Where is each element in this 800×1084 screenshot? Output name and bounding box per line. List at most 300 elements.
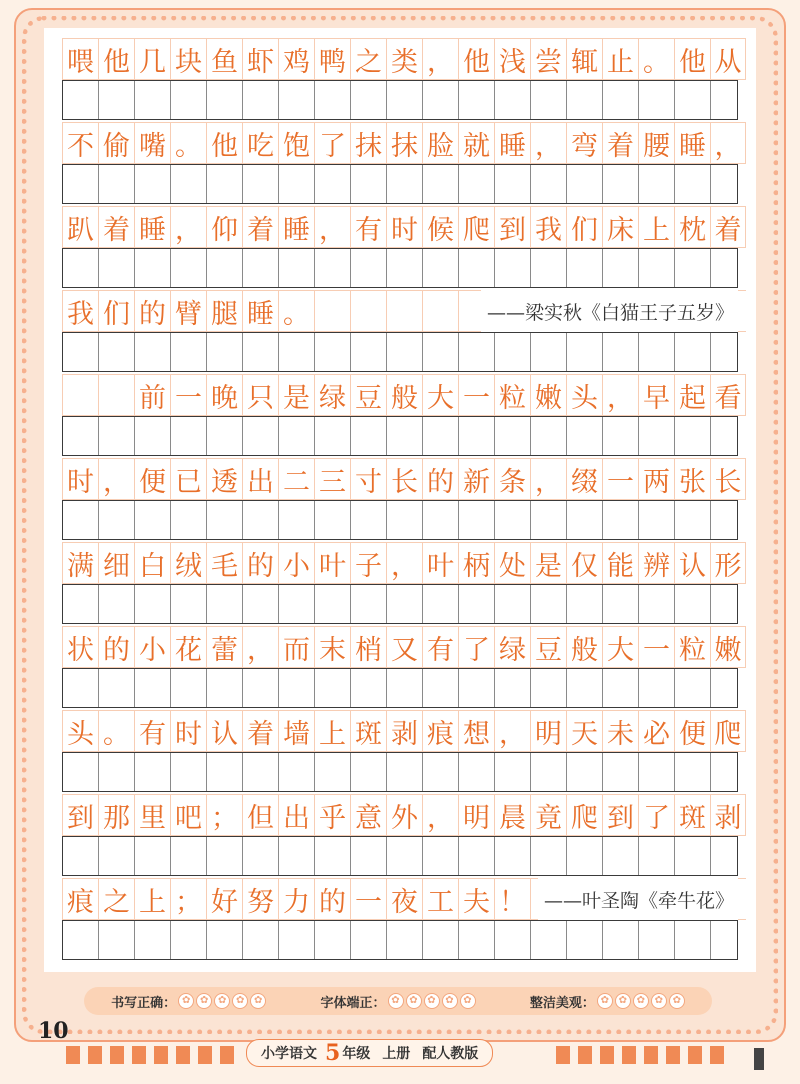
blank-cell[interactable] bbox=[495, 585, 531, 623]
blank-cell[interactable] bbox=[711, 501, 747, 539]
blank-cell[interactable] bbox=[243, 249, 279, 287]
blank-cell[interactable] bbox=[675, 333, 711, 371]
grid-cell: 不 bbox=[62, 122, 98, 164]
blank-cell[interactable] bbox=[603, 417, 639, 455]
blank-writing-row[interactable] bbox=[62, 80, 738, 120]
blank-cell[interactable] bbox=[351, 165, 387, 203]
blank-cell[interactable] bbox=[423, 753, 459, 791]
blank-cell[interactable] bbox=[531, 753, 567, 791]
text-row bbox=[62, 458, 742, 500]
blank-cell[interactable] bbox=[279, 249, 315, 287]
blank-cell[interactable] bbox=[387, 501, 423, 539]
blank-cell[interactable] bbox=[459, 585, 495, 623]
book-grade-suffix: 年级 bbox=[342, 1046, 371, 1062]
blank-cell[interactable] bbox=[567, 417, 603, 455]
blank-cell[interactable] bbox=[135, 417, 171, 455]
blank-cell[interactable] bbox=[243, 837, 279, 875]
blank-cell[interactable] bbox=[243, 753, 279, 791]
blank-cell[interactable] bbox=[387, 669, 423, 707]
blank-cell[interactable] bbox=[459, 417, 495, 455]
blank-cell[interactable] bbox=[387, 585, 423, 623]
grid-cell: 出 bbox=[278, 794, 314, 836]
grid-cell: 了 bbox=[314, 122, 350, 164]
blank-cell[interactable] bbox=[603, 837, 639, 875]
blank-cell[interactable] bbox=[279, 921, 315, 959]
flower-rating-icon[interactable]: ✿ bbox=[214, 993, 230, 1009]
grid-cell: 小 bbox=[134, 626, 170, 668]
blank-cell[interactable] bbox=[279, 333, 315, 371]
flower-rating-icon[interactable]: ✿ bbox=[669, 993, 685, 1009]
blank-cell[interactable] bbox=[63, 501, 99, 539]
blank-cell[interactable] bbox=[459, 837, 495, 875]
blank-cell[interactable] bbox=[279, 753, 315, 791]
blank-cell[interactable] bbox=[531, 585, 567, 623]
flower-rating-icon[interactable]: ✿ bbox=[424, 993, 440, 1009]
blank-cell[interactable] bbox=[567, 585, 603, 623]
text-row bbox=[62, 626, 742, 668]
blank-cell[interactable] bbox=[639, 837, 675, 875]
blank-writing-row[interactable] bbox=[62, 164, 738, 204]
evaluation-label: 书写正确： bbox=[111, 995, 177, 1011]
blank-cell[interactable] bbox=[675, 417, 711, 455]
blank-cell[interactable] bbox=[279, 669, 315, 707]
blank-cell[interactable] bbox=[99, 837, 135, 875]
blank-cell[interactable] bbox=[387, 333, 423, 371]
grid-cell: 能 bbox=[602, 542, 638, 584]
blank-cell[interactable] bbox=[351, 837, 387, 875]
grid-cell: 满 bbox=[62, 542, 98, 584]
blank-cell[interactable] bbox=[387, 81, 423, 119]
blank-cell[interactable] bbox=[135, 921, 171, 959]
flower-rating-icon[interactable]: ✿ bbox=[651, 993, 667, 1009]
blank-cell[interactable] bbox=[63, 921, 99, 959]
blank-cell[interactable] bbox=[315, 837, 351, 875]
grid-cell: 睡 bbox=[278, 206, 314, 248]
grid-cell: 了 bbox=[638, 794, 674, 836]
flower-rating-icon[interactable]: ✿ bbox=[232, 993, 248, 1009]
grid-cell: 尝 bbox=[530, 38, 566, 80]
blank-cell[interactable] bbox=[711, 753, 747, 791]
blank-cell[interactable] bbox=[423, 585, 459, 623]
blank-cell[interactable] bbox=[279, 165, 315, 203]
grid-cell: 粒 bbox=[494, 374, 530, 416]
blank-cell[interactable] bbox=[387, 753, 423, 791]
writing-sheet bbox=[44, 28, 756, 972]
blank-cell[interactable] bbox=[315, 501, 351, 539]
blank-cell[interactable] bbox=[531, 81, 567, 119]
blank-cell[interactable] bbox=[351, 333, 387, 371]
grid-cell: 之 bbox=[98, 878, 134, 920]
blank-cell[interactable] bbox=[243, 417, 279, 455]
blank-cell[interactable] bbox=[315, 669, 351, 707]
blank-cell[interactable] bbox=[171, 165, 207, 203]
blank-cell[interactable] bbox=[207, 669, 243, 707]
blank-cell[interactable] bbox=[279, 81, 315, 119]
blank-cell[interactable] bbox=[135, 585, 171, 623]
blank-cell[interactable] bbox=[495, 333, 531, 371]
flower-rating-icon[interactable]: ✿ bbox=[196, 993, 212, 1009]
blank-cell[interactable] bbox=[315, 333, 351, 371]
grid-cell: 们 bbox=[98, 290, 134, 332]
blank-cell[interactable] bbox=[603, 921, 639, 959]
blank-cell[interactable] bbox=[423, 249, 459, 287]
blank-cell[interactable] bbox=[135, 837, 171, 875]
blank-cell[interactable] bbox=[675, 585, 711, 623]
grid-cell: 爬 bbox=[566, 794, 602, 836]
blank-cell[interactable] bbox=[495, 501, 531, 539]
blank-cell[interactable] bbox=[639, 333, 675, 371]
blank-cell[interactable] bbox=[639, 585, 675, 623]
blank-writing-row[interactable] bbox=[62, 584, 738, 624]
blank-cell[interactable] bbox=[99, 585, 135, 623]
blank-cell[interactable] bbox=[351, 669, 387, 707]
blank-cell[interactable] bbox=[459, 165, 495, 203]
grid-cell: 的 bbox=[134, 290, 170, 332]
blank-cell[interactable] bbox=[99, 333, 135, 371]
blank-cell[interactable] bbox=[603, 81, 639, 119]
blank-cell[interactable] bbox=[567, 249, 603, 287]
grid-cell: 努 bbox=[242, 878, 278, 920]
blank-cell[interactable] bbox=[495, 249, 531, 287]
grid-cell bbox=[98, 374, 134, 416]
grid-cell: 张 bbox=[674, 458, 710, 500]
flower-rating-icon[interactable]: ✿ bbox=[442, 993, 458, 1009]
blank-cell[interactable] bbox=[135, 753, 171, 791]
blank-cell[interactable] bbox=[63, 837, 99, 875]
blank-cell[interactable] bbox=[423, 417, 459, 455]
blank-writing-row[interactable] bbox=[62, 668, 738, 708]
grid-cell: 嘴 bbox=[134, 122, 170, 164]
grid-cell: 那 bbox=[98, 794, 134, 836]
blank-cell[interactable] bbox=[639, 417, 675, 455]
blank-writing-row[interactable] bbox=[62, 500, 738, 540]
grid-cell: 着 bbox=[242, 710, 278, 752]
blank-writing-row[interactable] bbox=[62, 836, 738, 876]
blank-cell[interactable] bbox=[135, 249, 171, 287]
blank-cell[interactable] bbox=[351, 585, 387, 623]
blank-cell[interactable] bbox=[99, 753, 135, 791]
blank-cell[interactable] bbox=[531, 249, 567, 287]
blank-writing-row[interactable] bbox=[62, 920, 738, 960]
blank-cell[interactable] bbox=[459, 669, 495, 707]
grid-cell: 嫩 bbox=[710, 626, 746, 668]
blank-cell[interactable] bbox=[639, 501, 675, 539]
blank-cell[interactable] bbox=[351, 921, 387, 959]
blank-cell[interactable] bbox=[351, 753, 387, 791]
blank-cell[interactable] bbox=[351, 417, 387, 455]
blank-cell[interactable] bbox=[207, 81, 243, 119]
blank-cell[interactable] bbox=[675, 165, 711, 203]
grid-cell: ， bbox=[314, 206, 350, 248]
grid-cell: 时 bbox=[170, 710, 206, 752]
blank-cell[interactable] bbox=[171, 753, 207, 791]
flower-rating-icon[interactable]: ✿ bbox=[388, 993, 404, 1009]
grid-cell: 寸 bbox=[350, 458, 386, 500]
blank-cell[interactable] bbox=[243, 669, 279, 707]
blank-cell[interactable] bbox=[135, 81, 171, 119]
blank-cell[interactable] bbox=[459, 333, 495, 371]
blank-cell[interactable] bbox=[387, 165, 423, 203]
blank-cell[interactable] bbox=[459, 501, 495, 539]
blank-cell[interactable] bbox=[711, 417, 747, 455]
grid-cell: 豆 bbox=[530, 626, 566, 668]
blank-cell[interactable] bbox=[135, 669, 171, 707]
blank-cell[interactable] bbox=[423, 837, 459, 875]
blank-cell[interactable] bbox=[63, 249, 99, 287]
blank-cell[interactable] bbox=[639, 249, 675, 287]
blank-cell[interactable] bbox=[63, 81, 99, 119]
blank-cell[interactable] bbox=[243, 165, 279, 203]
blank-cell[interactable] bbox=[567, 837, 603, 875]
blank-cell[interactable] bbox=[387, 249, 423, 287]
blank-cell[interactable] bbox=[711, 333, 747, 371]
blank-cell[interactable] bbox=[99, 249, 135, 287]
blank-cell[interactable] bbox=[531, 669, 567, 707]
blank-cell[interactable] bbox=[171, 501, 207, 539]
blank-cell[interactable] bbox=[279, 417, 315, 455]
grid-cell: 斑 bbox=[674, 794, 710, 836]
blank-cell[interactable] bbox=[711, 585, 747, 623]
blank-cell[interactable] bbox=[315, 585, 351, 623]
blank-cell[interactable] bbox=[99, 921, 135, 959]
grid-cell: 又 bbox=[386, 626, 422, 668]
blank-cell[interactable] bbox=[639, 753, 675, 791]
blank-cell[interactable] bbox=[171, 669, 207, 707]
blank-cell[interactable] bbox=[711, 165, 747, 203]
blank-cell[interactable] bbox=[63, 753, 99, 791]
grid-cell bbox=[62, 374, 98, 416]
blank-cell[interactable] bbox=[315, 753, 351, 791]
blank-cell[interactable] bbox=[639, 669, 675, 707]
blank-cell[interactable] bbox=[639, 165, 675, 203]
blank-cell[interactable] bbox=[207, 753, 243, 791]
blank-cell[interactable] bbox=[423, 165, 459, 203]
grid-cell bbox=[386, 290, 422, 332]
blank-cell[interactable] bbox=[567, 333, 603, 371]
blank-cell[interactable] bbox=[459, 81, 495, 119]
blank-cell[interactable] bbox=[207, 333, 243, 371]
blank-cell[interactable] bbox=[207, 417, 243, 455]
blank-cell[interactable] bbox=[603, 249, 639, 287]
blank-cell[interactable] bbox=[423, 501, 459, 539]
blank-cell[interactable] bbox=[63, 333, 99, 371]
blank-cell[interactable] bbox=[99, 669, 135, 707]
blank-cell[interactable] bbox=[423, 81, 459, 119]
flower-rating-icon[interactable]: ✿ bbox=[406, 993, 422, 1009]
blank-cell[interactable] bbox=[351, 249, 387, 287]
book-label bbox=[246, 1039, 493, 1067]
blank-cell[interactable] bbox=[279, 585, 315, 623]
grid-cell: 是 bbox=[278, 374, 314, 416]
blank-cell[interactable] bbox=[459, 249, 495, 287]
blank-cell[interactable] bbox=[315, 249, 351, 287]
flower-rating-icon[interactable]: ✿ bbox=[597, 993, 613, 1009]
grid-cell: 脸 bbox=[422, 122, 458, 164]
blank-cell[interactable] bbox=[675, 837, 711, 875]
blank-cell[interactable] bbox=[495, 165, 531, 203]
grid-cell: 工 bbox=[422, 878, 458, 920]
grid-cell: 类 bbox=[386, 38, 422, 80]
blank-writing-row[interactable] bbox=[62, 248, 738, 288]
blank-cell[interactable] bbox=[243, 585, 279, 623]
blank-cell[interactable] bbox=[99, 81, 135, 119]
grid-cell: 虾 bbox=[242, 38, 278, 80]
grid-cell: 新 bbox=[458, 458, 494, 500]
blank-cell[interactable] bbox=[207, 249, 243, 287]
blank-cell[interactable] bbox=[675, 753, 711, 791]
blank-cell[interactable] bbox=[603, 669, 639, 707]
blank-cell[interactable] bbox=[711, 921, 747, 959]
blank-cell[interactable] bbox=[495, 837, 531, 875]
blank-cell[interactable] bbox=[279, 501, 315, 539]
blank-cell[interactable] bbox=[423, 921, 459, 959]
blank-cell[interactable] bbox=[423, 669, 459, 707]
blank-cell[interactable] bbox=[171, 81, 207, 119]
blank-cell[interactable] bbox=[603, 501, 639, 539]
blank-cell[interactable] bbox=[63, 585, 99, 623]
blank-cell[interactable] bbox=[675, 669, 711, 707]
grid-cell: 子 bbox=[350, 542, 386, 584]
blank-writing-row[interactable] bbox=[62, 752, 738, 792]
blank-cell[interactable] bbox=[387, 921, 423, 959]
blank-cell[interactable] bbox=[711, 249, 747, 287]
blank-cell[interactable] bbox=[495, 669, 531, 707]
blank-cell[interactable] bbox=[243, 333, 279, 371]
blank-cell[interactable] bbox=[171, 837, 207, 875]
blank-cell[interactable] bbox=[711, 81, 747, 119]
blank-cell[interactable] bbox=[351, 81, 387, 119]
blank-cell[interactable] bbox=[603, 165, 639, 203]
blank-cell[interactable] bbox=[171, 585, 207, 623]
blank-cell[interactable] bbox=[495, 753, 531, 791]
blank-cell[interactable] bbox=[315, 165, 351, 203]
grid-cell bbox=[314, 290, 350, 332]
blank-cell[interactable] bbox=[243, 921, 279, 959]
grid-cell: 痕 bbox=[62, 878, 98, 920]
blank-cell[interactable] bbox=[495, 81, 531, 119]
text-row bbox=[62, 122, 742, 164]
blank-cell[interactable] bbox=[531, 501, 567, 539]
blank-cell[interactable] bbox=[171, 921, 207, 959]
grid-cell: 叶 bbox=[422, 542, 458, 584]
blank-cell[interactable] bbox=[495, 921, 531, 959]
blank-cell[interactable] bbox=[387, 417, 423, 455]
blank-cell[interactable] bbox=[171, 333, 207, 371]
blank-cell[interactable] bbox=[63, 165, 99, 203]
flower-rating-icon[interactable]: ✿ bbox=[633, 993, 649, 1009]
blank-cell[interactable] bbox=[315, 921, 351, 959]
blank-cell[interactable] bbox=[279, 837, 315, 875]
grid-cell: ， bbox=[602, 374, 638, 416]
blank-cell[interactable] bbox=[171, 249, 207, 287]
blank-cell[interactable] bbox=[99, 165, 135, 203]
blank-cell[interactable] bbox=[459, 753, 495, 791]
blank-cell[interactable] bbox=[423, 333, 459, 371]
grid-cell: 到 bbox=[62, 794, 98, 836]
grid-cell: 是 bbox=[530, 542, 566, 584]
blank-cell[interactable] bbox=[567, 81, 603, 119]
blank-cell[interactable] bbox=[531, 165, 567, 203]
grid-cell: 条 bbox=[494, 458, 530, 500]
grid-cell: 饱 bbox=[278, 122, 314, 164]
blank-cell[interactable] bbox=[135, 165, 171, 203]
blank-cell[interactable] bbox=[531, 921, 567, 959]
blank-cell[interactable] bbox=[99, 417, 135, 455]
blank-cell[interactable] bbox=[567, 669, 603, 707]
blank-cell[interactable] bbox=[207, 837, 243, 875]
blank-cell[interactable] bbox=[675, 249, 711, 287]
grid-cell: 从 bbox=[710, 38, 746, 80]
flower-rating-icon[interactable]: ✿ bbox=[615, 993, 631, 1009]
blank-cell[interactable] bbox=[351, 501, 387, 539]
grid-cell: 着 bbox=[98, 206, 134, 248]
blank-cell[interactable] bbox=[459, 921, 495, 959]
grid-cell: 头 bbox=[566, 374, 602, 416]
blank-cell[interactable] bbox=[99, 501, 135, 539]
blank-writing-row[interactable] bbox=[62, 332, 738, 372]
grid-cell: 粒 bbox=[674, 626, 710, 668]
blank-cell[interactable] bbox=[243, 81, 279, 119]
grid-cell: 吧 bbox=[170, 794, 206, 836]
text-row bbox=[62, 206, 742, 248]
flower-rating-icon[interactable]: ✿ bbox=[250, 993, 266, 1009]
grid-cell: 绿 bbox=[314, 374, 350, 416]
grid-cell: 毛 bbox=[206, 542, 242, 584]
blank-cell[interactable] bbox=[531, 333, 567, 371]
blank-cell[interactable] bbox=[207, 921, 243, 959]
blank-cell[interactable] bbox=[639, 81, 675, 119]
blank-cell[interactable] bbox=[603, 333, 639, 371]
blank-cell[interactable] bbox=[135, 333, 171, 371]
grid-cell: ， bbox=[170, 206, 206, 248]
blank-cell[interactable] bbox=[63, 669, 99, 707]
blank-cell[interactable] bbox=[567, 501, 603, 539]
grid-cell: 抹 bbox=[386, 122, 422, 164]
attribution: ——梁实秋《白猫王子五岁》 bbox=[481, 290, 738, 332]
blank-cell[interactable] bbox=[171, 417, 207, 455]
blank-cell[interactable] bbox=[387, 837, 423, 875]
blank-cell[interactable] bbox=[603, 753, 639, 791]
grid-cell: 辨 bbox=[638, 542, 674, 584]
blank-cell[interactable] bbox=[567, 165, 603, 203]
blank-cell[interactable] bbox=[315, 417, 351, 455]
blank-cell[interactable] bbox=[531, 417, 567, 455]
blank-cell[interactable] bbox=[603, 585, 639, 623]
blank-cell[interactable] bbox=[495, 417, 531, 455]
flower-rating-icon[interactable]: ✿ bbox=[178, 993, 194, 1009]
blank-cell[interactable] bbox=[315, 81, 351, 119]
blank-cell[interactable] bbox=[207, 585, 243, 623]
blank-cell[interactable] bbox=[243, 501, 279, 539]
blank-cell[interactable] bbox=[531, 837, 567, 875]
blank-cell[interactable] bbox=[675, 921, 711, 959]
blank-cell[interactable] bbox=[207, 165, 243, 203]
blank-cell[interactable] bbox=[639, 921, 675, 959]
blank-cell[interactable] bbox=[567, 921, 603, 959]
blank-cell[interactable] bbox=[207, 501, 243, 539]
blank-cell[interactable] bbox=[711, 837, 747, 875]
blank-cell[interactable] bbox=[63, 417, 99, 455]
flower-rating-icon[interactable]: ✿ bbox=[460, 993, 476, 1009]
blank-cell[interactable] bbox=[675, 501, 711, 539]
blank-cell[interactable] bbox=[567, 753, 603, 791]
blank-writing-row[interactable] bbox=[62, 416, 738, 456]
grid-cell: 上 bbox=[638, 206, 674, 248]
blank-cell[interactable] bbox=[675, 81, 711, 119]
grid-cell: 认 bbox=[674, 542, 710, 584]
blank-cell[interactable] bbox=[711, 669, 747, 707]
blank-cell[interactable] bbox=[135, 501, 171, 539]
